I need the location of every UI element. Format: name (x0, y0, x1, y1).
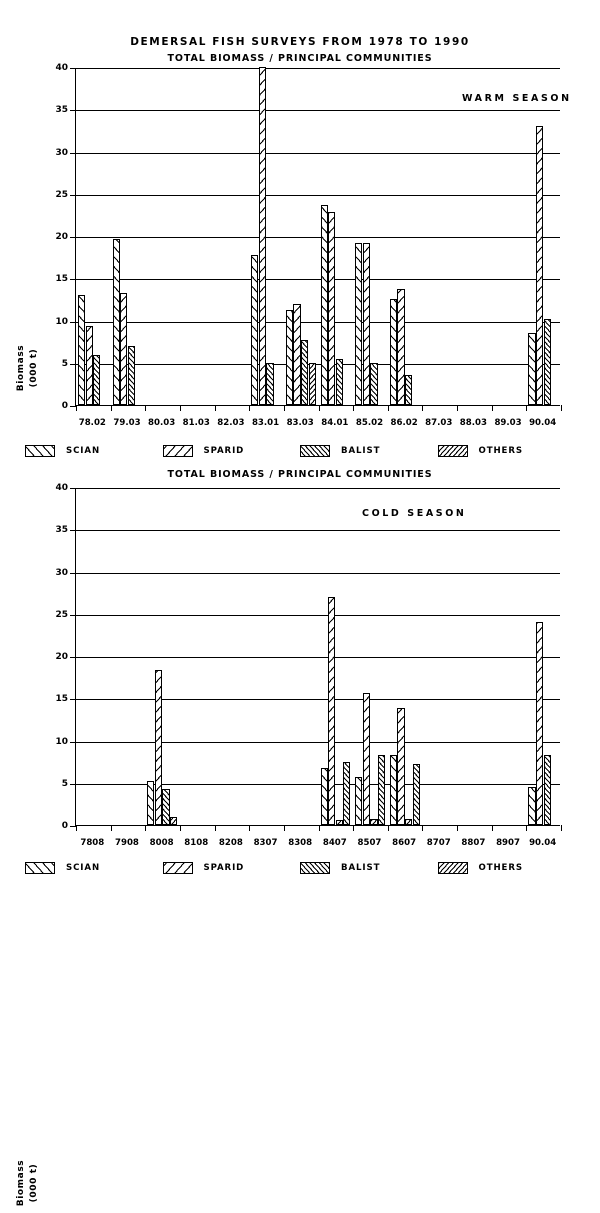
x-tick-mark (388, 405, 389, 411)
x-tick-mark (526, 825, 527, 831)
x-tick-label: 79.03 (113, 418, 141, 428)
legend-label: SCIAN (66, 863, 101, 873)
bar (363, 243, 370, 405)
bar (397, 289, 404, 405)
legend-label: BALIST (341, 863, 381, 873)
x-tick-label: 88.03 (459, 418, 487, 428)
x-tick-mark (284, 405, 285, 411)
x-axis-labels-warm (75, 418, 560, 432)
x-tick-mark (145, 405, 146, 411)
legend-swatch-icon (163, 445, 193, 457)
legend-swatch-icon (438, 445, 468, 457)
x-tick-mark (388, 825, 389, 831)
y-axis-title-cold (15, 1153, 41, 1213)
x-tick-label: 8607 (392, 838, 417, 848)
legend-item-scian (25, 860, 163, 876)
bar (355, 777, 362, 825)
x-tick-label: 81.03 (182, 418, 210, 428)
x-tick-label: 8208 (218, 838, 243, 848)
legend-cold (25, 860, 575, 876)
x-tick-label: 90.04 (529, 838, 557, 848)
x-tick-mark (319, 405, 320, 411)
legend-item-scian (25, 443, 163, 459)
bar (343, 762, 350, 825)
x-tick-label: 8507 (357, 838, 382, 848)
legend-swatch-icon (438, 862, 468, 874)
plot-area-cold (75, 488, 560, 826)
legend-item-balist (300, 860, 438, 876)
bar (355, 243, 362, 405)
bar (336, 359, 343, 405)
x-tick-label: 7808 (80, 838, 105, 848)
bar (93, 355, 100, 405)
bar (301, 340, 308, 405)
x-tick-label: 87.03 (425, 418, 453, 428)
x-tick-label: 83.01 (251, 418, 280, 428)
legend-swatch-icon (163, 862, 193, 874)
y-tick-label: 5 (61, 358, 68, 369)
bar (309, 363, 316, 405)
bar (363, 693, 370, 825)
bar (78, 295, 85, 405)
legend-label: SCIAN (66, 446, 101, 456)
y-axis-title-line2: (000 t) (29, 1163, 39, 1203)
legend-label: SPARID (203, 446, 245, 456)
bar (321, 768, 328, 825)
bar (405, 819, 412, 825)
y-tick-label: 30 (55, 147, 68, 158)
x-tick-label: 89.03 (494, 418, 522, 428)
x-tick-label: 82.03 (217, 418, 245, 428)
x-tick-mark (526, 405, 527, 411)
bar (390, 299, 397, 405)
y-tick-label: 0 (61, 401, 68, 411)
legend-swatch-icon (300, 862, 330, 874)
x-tick-mark (353, 825, 354, 831)
x-tick-label: 86.02 (390, 418, 418, 428)
x-tick-label: 8308 (288, 838, 313, 848)
bar (544, 755, 551, 825)
legend-warm (25, 443, 575, 459)
x-tick-label: 78.02 (78, 418, 106, 428)
bar (370, 363, 377, 405)
y-tick-label: 25 (55, 609, 68, 620)
bars-warm (76, 68, 560, 405)
y-tick-label: 15 (55, 694, 68, 705)
x-tick-mark (457, 405, 458, 411)
bar (321, 205, 328, 405)
x-tick-label: 7908 (114, 838, 139, 848)
x-tick-mark (492, 405, 493, 411)
y-tick-label: 35 (55, 525, 68, 536)
x-tick-label: 8407 (322, 838, 347, 848)
y-tick-label: 35 (55, 105, 68, 116)
bar (113, 239, 120, 405)
y-tick-label: 40 (55, 63, 68, 73)
season-annotation-warm: WARM SEASON (462, 93, 572, 104)
bar (536, 126, 543, 405)
plot-area-warm (75, 68, 560, 406)
season-annotation-cold: COLD SEASON (362, 508, 467, 519)
x-tick-mark (353, 405, 354, 411)
x-tick-mark (319, 825, 320, 831)
x-tick-mark (180, 825, 181, 831)
y-tick-label: 5 (61, 778, 68, 789)
x-tick-label: 8008 (149, 838, 174, 848)
x-tick-mark (111, 825, 112, 831)
y-tick-label: 25 (55, 189, 68, 200)
x-tick-mark (111, 405, 112, 411)
x-axis-labels-cold (75, 838, 560, 852)
bar (293, 304, 300, 405)
bar (390, 755, 397, 825)
chart-subtitle-cold: TOTAL BIOMASS / PRINCIPAL COMMUNITIES (167, 469, 433, 480)
x-tick-mark (215, 825, 216, 831)
bar (286, 310, 293, 405)
legend-label: BALIST (341, 446, 381, 456)
legend-label: SPARID (203, 863, 245, 873)
legend-item-balist (300, 443, 438, 459)
y-tick-label: 40 (55, 483, 68, 493)
page-title: DEMERSAL FISH SURVEYS FROM 1978 TO 1990 (130, 36, 470, 48)
legend-label: OTHERS (478, 863, 523, 873)
x-tick-label: 90.04 (529, 418, 557, 428)
bar (155, 670, 162, 825)
x-tick-mark (422, 405, 423, 411)
bar (397, 708, 404, 825)
x-tick-mark (284, 825, 285, 831)
x-tick-mark (215, 405, 216, 411)
y-tick-label: 20 (55, 232, 68, 242)
chart-subtitle-warm: TOTAL BIOMASS / PRINCIPAL COMMUNITIES (167, 53, 433, 64)
bar (170, 817, 177, 825)
bar (336, 820, 343, 825)
x-tick-label: 8307 (253, 838, 278, 848)
x-tick-mark (249, 825, 250, 831)
x-tick-mark (249, 405, 250, 411)
legend-item-others (438, 860, 576, 876)
x-tick-label: 85.02 (355, 418, 384, 428)
y-tick-label: 0 (61, 821, 68, 831)
x-tick-label: 80.03 (148, 418, 176, 428)
bars-cold (76, 488, 560, 825)
bar (328, 597, 335, 825)
legend-swatch-icon (25, 445, 55, 457)
x-tick-mark (76, 825, 77, 831)
legend-item-sparid (163, 860, 301, 876)
bar (528, 333, 535, 405)
y-tick-label: 10 (55, 736, 68, 747)
legend-item-sparid (163, 443, 301, 459)
bar (413, 764, 420, 825)
x-tick-label: 83.03 (286, 418, 314, 428)
x-tick-mark (561, 405, 562, 411)
legend-swatch-icon (300, 445, 330, 457)
bar (378, 755, 385, 825)
bar (544, 319, 551, 405)
x-tick-mark (145, 825, 146, 831)
legend-swatch-icon (25, 862, 55, 874)
bar (328, 212, 335, 406)
bar (147, 781, 154, 825)
x-tick-mark (561, 825, 562, 831)
x-tick-mark (457, 825, 458, 831)
y-axis-title-line1: Biomass (16, 1159, 26, 1207)
x-tick-mark (76, 405, 77, 411)
y-tick-label: 30 (55, 567, 68, 578)
x-tick-label: 8108 (184, 838, 209, 848)
bar (536, 622, 543, 825)
bar (405, 375, 412, 405)
bar (266, 363, 273, 405)
x-tick-label: 8907 (496, 838, 520, 848)
y-tick-label: 20 (55, 652, 68, 662)
x-tick-mark (180, 405, 181, 411)
y-axis-title-line2: (000 t) (29, 348, 39, 388)
x-tick-mark (422, 825, 423, 831)
bar (162, 789, 169, 825)
y-tick-label: 15 (55, 274, 68, 285)
bar (128, 346, 135, 405)
bar (86, 326, 93, 405)
bar (370, 819, 377, 825)
x-tick-label: 8807 (461, 838, 486, 848)
x-tick-label: 84.01 (321, 418, 349, 428)
x-tick-label: 8707 (426, 838, 451, 848)
legend-item-others (438, 443, 576, 459)
bar (528, 787, 535, 825)
legend-label: OTHERS (478, 446, 523, 456)
x-tick-mark (492, 825, 493, 831)
y-tick-label: 10 (55, 316, 68, 327)
chart-warm-season (0, 60, 600, 415)
bar (251, 255, 258, 405)
bar (120, 293, 127, 405)
bar (259, 67, 266, 405)
y-axis-title-line1: Biomass (16, 344, 26, 392)
